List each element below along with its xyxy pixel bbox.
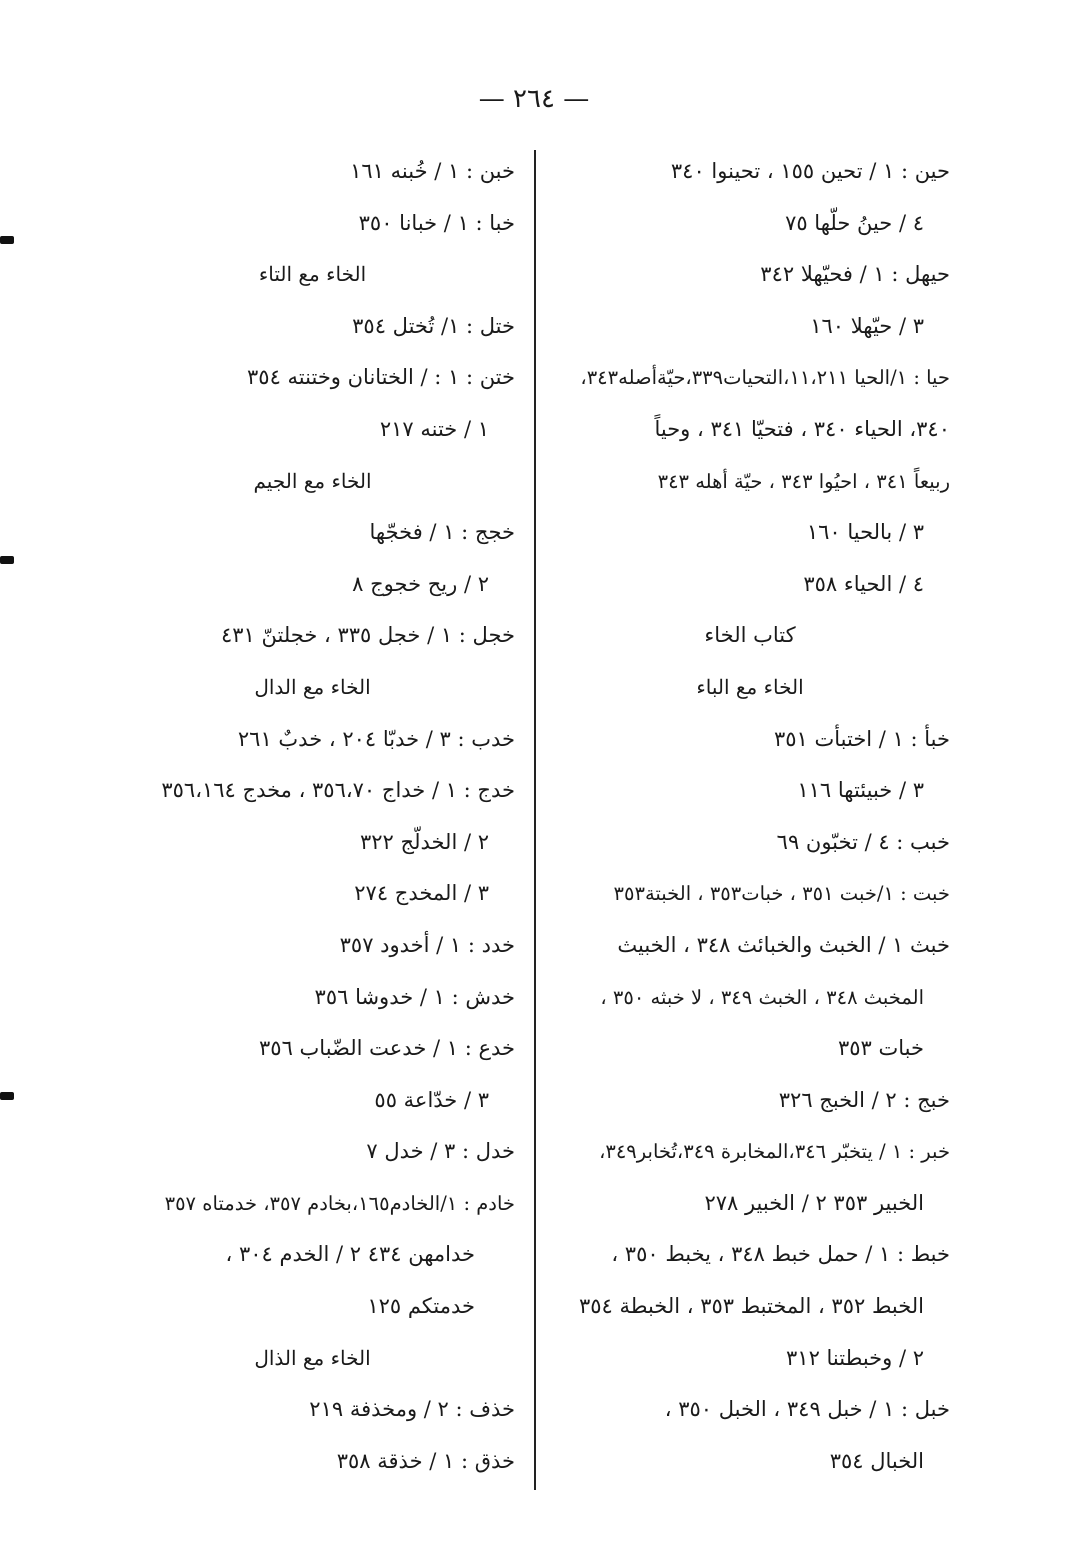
index-entry: الخبال ٣٥٤ — [829, 1448, 924, 1473]
index-entry: ختل : ١/ تُختل ٣٥٤ — [352, 313, 515, 338]
index-entry: ٢ / وخبطتنا ٣١٢ — [786, 1345, 924, 1370]
index-entry: خجل : ١ / خجل ٣٣٥ ، خجلتنّ ٤٣١ — [220, 623, 515, 648]
index-entry: خدامهن ٤٣٤ ٢ / الخدم ٣٠٤ ، — [225, 1242, 475, 1267]
index-entry: خادم : ١/الخادم١٦٥،بخادم ٣٥٧، خدمتاه ٣٥٧ — [164, 1191, 515, 1215]
index-entry: الخبير ٣٥٣ ٢ / الخبير ٢٧٨ — [704, 1190, 924, 1215]
section-heading: الخاء مع الباء — [696, 674, 804, 699]
index-entry: ٢ / الخدلّج ٣٢٢ — [360, 829, 489, 854]
index-entry: ٤ / حينُ حلّها ٧٥ — [785, 210, 924, 235]
column-divider — [534, 150, 536, 1490]
index-entry: المخبث ٣٤٨ ، الخبث ٣٤٩ ، لا خبثه ٣٥٠ ، — [600, 985, 924, 1009]
index-entry: خدب : ٣ / خدبّا ٢٠٤ ، خدبٌ ٢٦١ — [237, 726, 515, 751]
index-entry: خدع : ١ / خدعت الضّباب ٣٥٦ — [259, 1036, 515, 1061]
left-column — [110, 146, 515, 1487]
margin-mark — [0, 1092, 14, 1100]
index-entry: ٣ / خبيئتها ١١٦ — [797, 778, 924, 803]
index-entry: خدد : ١ / أخدود ٣٥٧ — [339, 932, 515, 957]
index-entry: خبل : ١ / خبل ٣٤٩ ، الخبل ٣٥٠ ، — [664, 1397, 950, 1422]
index-entry: خبث ١ / الخبث والخبائث ٣٤٨ ، الخبيث — [617, 932, 950, 957]
index-entry: خبج : ٢ / الخبج ٣٢٦ — [778, 1087, 950, 1112]
right-column — [550, 146, 950, 1487]
index-entry: حيهل : ١ / فحيّهلا ٣٤٢ — [760, 262, 950, 287]
index-entry: ٣ / بالحيا ١٦٠ — [806, 520, 924, 545]
index-entry: ٢ / ريح خجوج ٨ — [352, 571, 489, 596]
index-entry: خجج : ١ / فخجّها — [369, 520, 515, 545]
page-number: — ٢٦٤ — — [478, 84, 590, 114]
index-entry: حين : ١ / تحين ١٥٥ ، تحينوا ٣٤٠ — [670, 159, 950, 183]
section-heading: الخاء مع الجيم — [253, 468, 372, 493]
index-entry: خبت : ١/خبت ٣٥١ ، خبات٣٥٣ ، الخبتة٣٥٣ — [613, 882, 950, 906]
index-entry: ٣ / خدّاعة ٥٥ — [374, 1087, 489, 1112]
index-entry: خبر : ١ / يتخبّر ٣٤٦،المخابرة ٣٤٩،تُخابر٣٤٩، — [599, 1140, 950, 1164]
index-entry: ٤ / الحياء ٣٥٨ — [803, 571, 924, 596]
section-heading: الخاء مع الذال — [254, 1345, 371, 1370]
index-entry: ١ / ختنه ٢١٧ — [379, 416, 489, 441]
index-entry: خبأ : ١ / اختبأت ٣٥١ — [773, 726, 950, 751]
index-entry: خذف : ٢ / ومخذفة ٢١٩ — [309, 1397, 515, 1422]
index-entry: الخبط ٣٥٢ ، المختبط ٣٥٣ ، الخبطة ٣٥٤ — [578, 1294, 924, 1319]
index-entry: خبط : ١ / حمل خبط ٣٤٨ ، يخبط ٣٥٠ ، — [611, 1242, 950, 1267]
index-entry: خدل : ٣ / خدل ٧ — [366, 1139, 515, 1164]
index-entry: خدج : ١ / خداج ٣٥٦،٧٠ ، مخدج ٣٥٦،١٦٤ — [161, 778, 515, 803]
index-entry: ٣٤٠، الحياء ٣٤٠ ، فتحيّا ٣٤١ ، وحياً — [654, 416, 950, 441]
book-heading: كتاب الخاء — [704, 623, 796, 648]
index-entry: خبات ٣٥٣ — [837, 1036, 924, 1061]
margin-mark — [0, 236, 14, 244]
index-entry: خبن : ١ / خُبنه ١٦١ — [350, 159, 515, 183]
index-entry: خبا : ١ / خبانا ٣٥٠ — [358, 210, 515, 235]
index-entry: ختن : ١ : / الختانان وختنته ٣٥٤ — [247, 365, 515, 390]
section-heading: الخاء مع الدال — [254, 674, 371, 699]
section-heading: الخاء مع التاء — [258, 262, 367, 287]
index-entry: خدمتكم ١٢٥ — [367, 1294, 475, 1319]
index-entry: خدش : ١ / خدوشا ٣٥٦ — [314, 984, 515, 1009]
index-entry: ٣ / المخدج ٢٧٤ — [354, 881, 489, 906]
index-entry: حيا : ١/الحيا ١١،٢١١،التحيات٣٣٩،حيّةأصله٣٤٣، — [580, 366, 950, 390]
index-entry: ٣ / حيّهلا ١٦٠ — [810, 313, 924, 338]
index-entry: خبب : ٤ / تخبّون ٦٩ — [776, 829, 950, 854]
index-entry: ربيعاً ٣٤١ ، احيُوا ٣٤٣ ، حيّة أهله ٣٤٣ — [657, 469, 950, 493]
margin-mark — [0, 556, 14, 564]
index-entry: خذق : ١ / خذقة ٣٥٨ — [336, 1448, 515, 1473]
